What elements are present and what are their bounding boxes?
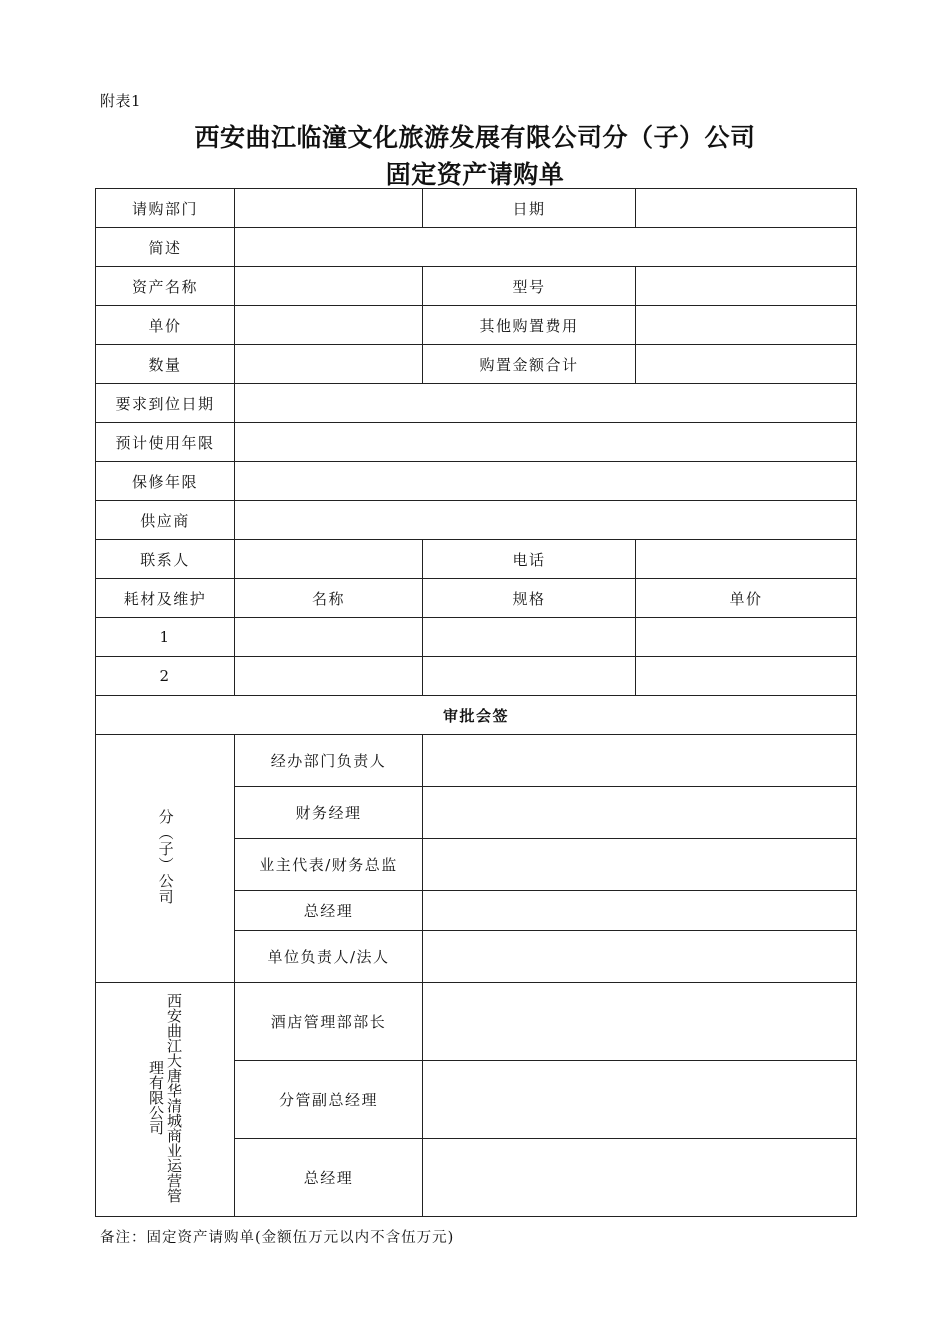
table-row	[96, 267, 857, 306]
supplier-label: 供应商	[96, 501, 235, 540]
asset-name-value-cell[interactable]	[235, 267, 423, 306]
table-row	[96, 189, 857, 228]
approval-role-label: 分管副总经理	[235, 1061, 423, 1139]
table-row	[96, 306, 857, 345]
quantity-label: 数量	[96, 345, 235, 384]
dept-value-cell[interactable]	[235, 189, 423, 228]
company-group-cell	[96, 735, 235, 983]
expected-years-label: 预计使用年限	[96, 423, 235, 462]
summary-label: 简述	[96, 228, 235, 267]
consumables-row-number: 1	[96, 618, 235, 657]
purchase-request-table	[95, 188, 857, 1217]
consumables-col-spec: 规格	[423, 579, 636, 618]
asset-name-label: 资产名称	[96, 267, 235, 306]
approval-role-label: 总经理	[235, 1139, 423, 1217]
consumables-price-cell[interactable]	[636, 657, 857, 696]
approval-role-label: 经办部门负责人	[235, 735, 423, 787]
parent-group-label: 西安曲江大唐华清城商业运营管理有限公司	[147, 992, 183, 1203]
form-title: 西安曲江临潼文化旅游发展有限公司分（子）公司	[194, 123, 756, 152]
attachment-label: 附表1	[100, 92, 142, 110]
signature-cell[interactable]	[423, 839, 857, 891]
quantity-value-cell[interactable]	[235, 345, 423, 384]
consumables-col-name: 名称	[235, 579, 423, 618]
summary-value-cell[interactable]	[235, 228, 857, 267]
consumables-name-cell[interactable]	[235, 618, 423, 657]
date-label: 日期	[423, 189, 636, 228]
table-row	[96, 384, 857, 423]
consumables-label: 耗材及维护	[96, 579, 235, 618]
expected-years-value-cell[interactable]	[235, 423, 857, 462]
table-row	[96, 618, 857, 657]
other-cost-value-cell[interactable]	[636, 306, 857, 345]
signature-cell[interactable]	[423, 787, 857, 839]
table-row	[96, 983, 857, 1061]
date-value-cell[interactable]	[636, 189, 857, 228]
model-label: 型号	[423, 267, 636, 306]
total-value-cell[interactable]	[636, 345, 857, 384]
model-value-cell[interactable]	[636, 267, 857, 306]
required-date-value-cell[interactable]	[235, 384, 857, 423]
table-row	[96, 540, 857, 579]
warranty-value-cell[interactable]	[235, 462, 857, 501]
approval-section-title: 审批会签	[96, 696, 857, 735]
signature-cell[interactable]	[423, 1139, 857, 1217]
table-row	[96, 735, 857, 787]
consumables-name-cell[interactable]	[235, 657, 423, 696]
phone-value-cell[interactable]	[636, 540, 857, 579]
unit-price-value-cell[interactable]	[235, 306, 423, 345]
unit-price-label: 单价	[96, 306, 235, 345]
consumables-row-number: 2	[96, 657, 235, 696]
consumables-spec-cell[interactable]	[423, 618, 636, 657]
signature-cell[interactable]	[423, 931, 857, 983]
table-row	[96, 501, 857, 540]
table-row	[96, 228, 857, 267]
approval-role-label: 财务经理	[235, 787, 423, 839]
table-row	[96, 696, 857, 735]
signature-cell[interactable]	[423, 735, 857, 787]
approval-role-label: 酒店管理部部长	[235, 983, 423, 1061]
consumables-spec-cell[interactable]	[423, 657, 636, 696]
phone-label: 电话	[423, 540, 636, 579]
total-label: 购置金额合计	[423, 345, 636, 384]
contact-label: 联系人	[96, 540, 235, 579]
approval-role-label: 单位负责人/法人	[235, 931, 423, 983]
approval-role-label: 业主代表/财务总监	[235, 839, 423, 891]
signature-cell[interactable]	[423, 891, 857, 931]
table-row	[96, 462, 857, 501]
company-group-label: 分（子）公司	[156, 808, 175, 905]
dept-label: 请购部门	[96, 189, 235, 228]
table-row	[96, 423, 857, 462]
table-row	[96, 579, 857, 618]
table-row	[96, 345, 857, 384]
consumables-col-price: 单价	[636, 579, 857, 618]
approval-role-label: 总经理	[235, 891, 423, 931]
footnote: 备注：固定资产请购单(金额伍万元以内不含伍万元)	[100, 1230, 455, 1246]
signature-cell[interactable]	[423, 1061, 857, 1139]
other-cost-label: 其他购置费用	[423, 306, 636, 345]
consumables-price-cell[interactable]	[636, 618, 857, 657]
signature-cell[interactable]	[423, 983, 857, 1061]
table-row	[96, 657, 857, 696]
required-date-label: 要求到位日期	[96, 384, 235, 423]
parent-group-cell	[96, 983, 235, 1217]
warranty-label: 保修年限	[96, 462, 235, 501]
supplier-value-cell[interactable]	[235, 501, 857, 540]
contact-value-cell[interactable]	[235, 540, 423, 579]
form-subtitle: 固定资产请购单	[385, 160, 565, 189]
